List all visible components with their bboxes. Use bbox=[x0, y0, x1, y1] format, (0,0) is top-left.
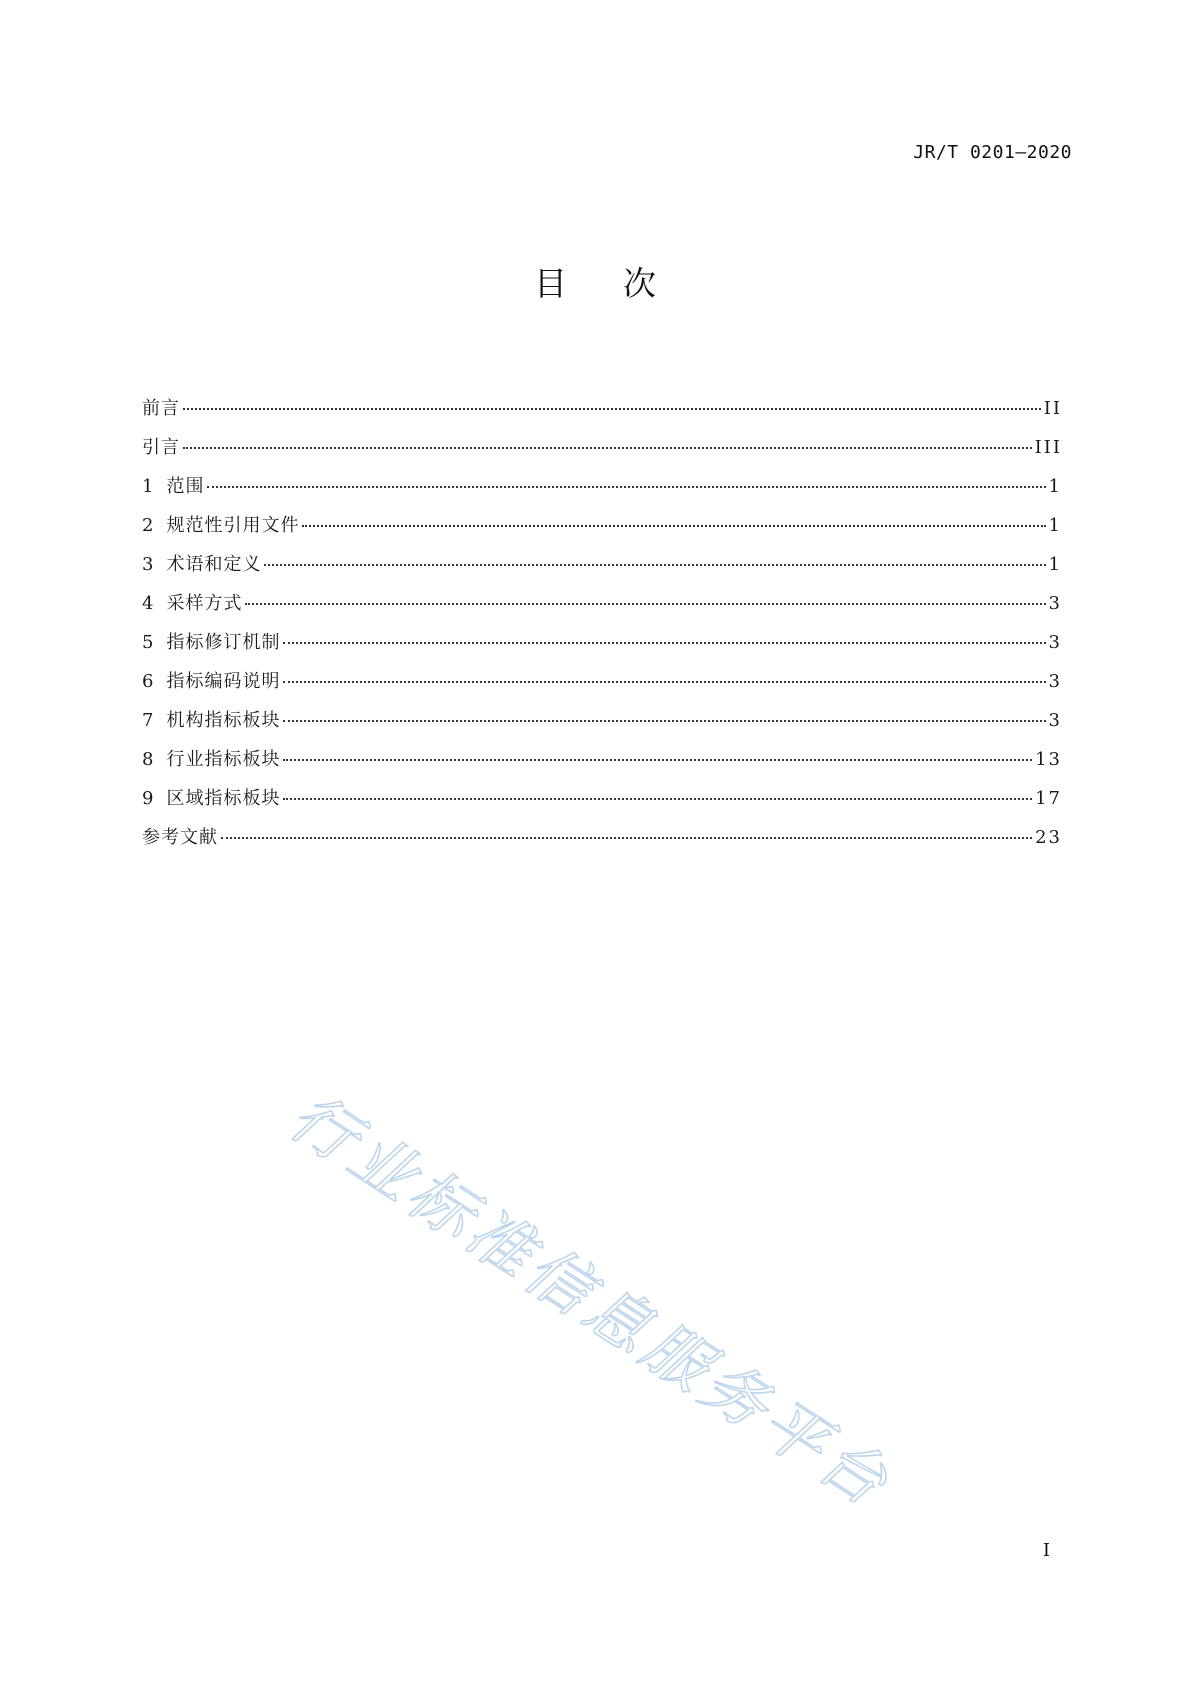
toc-entry-label: 行业指标板块 bbox=[166, 749, 281, 770]
toc-entry-label-wrap bbox=[142, 593, 242, 615]
toc-title-char-1: 目 bbox=[534, 264, 567, 303]
toc-entry-label-wrap bbox=[142, 515, 299, 537]
toc-entry-number: 7 bbox=[142, 710, 155, 731]
toc-leader-dots bbox=[207, 486, 1045, 488]
toc-title bbox=[0, 258, 1190, 305]
toc-entry-2[interactable] bbox=[142, 515, 1062, 554]
toc-entry-label: 指标修订机制 bbox=[166, 632, 281, 653]
toc-entry-label: 采样方式 bbox=[166, 593, 243, 614]
toc-entry-page: 1 bbox=[1048, 476, 1062, 497]
toc-entry-label: 参考文献 bbox=[142, 827, 218, 848]
toc-entry-number: 6 bbox=[142, 671, 155, 692]
toc-entry-page: 3 bbox=[1048, 593, 1062, 614]
toc-entry-8[interactable] bbox=[142, 749, 1062, 788]
toc-entry-page: II bbox=[1043, 398, 1062, 419]
toc-entry-4[interactable] bbox=[142, 593, 1062, 632]
toc-leader-dots bbox=[183, 447, 1032, 449]
toc-entry-3[interactable] bbox=[142, 554, 1062, 593]
toc-entry-label: 引言 bbox=[142, 437, 180, 458]
toc-entry-label: 指标编码说明 bbox=[166, 671, 281, 692]
page-number: I bbox=[1042, 1540, 1050, 1561]
toc-entry-page: 3 bbox=[1048, 632, 1062, 653]
toc-entry-bibliography[interactable] bbox=[142, 827, 1062, 866]
toc-leader-dots bbox=[264, 564, 1045, 566]
toc-entry-page: III bbox=[1034, 437, 1062, 458]
table-of-contents bbox=[142, 398, 1062, 866]
toc-title-char-2: 次 bbox=[623, 264, 656, 303]
toc-entry-7[interactable] bbox=[142, 710, 1062, 749]
toc-entry-page: 1 bbox=[1048, 554, 1062, 575]
toc-entry-page: 13 bbox=[1035, 749, 1062, 770]
toc-entry-number: 9 bbox=[142, 788, 155, 809]
toc-entry-5[interactable] bbox=[142, 632, 1062, 671]
toc-entry-page: 23 bbox=[1035, 827, 1062, 848]
toc-entry-number: 5 bbox=[142, 632, 155, 653]
toc-entry-label: 术语和定义 bbox=[166, 554, 262, 575]
toc-entry-label: 前言 bbox=[142, 398, 180, 419]
toc-entry-1[interactable] bbox=[142, 476, 1062, 515]
toc-entry-number: 2 bbox=[142, 515, 155, 536]
toc-leader-dots bbox=[283, 642, 1045, 644]
toc-entry-6[interactable] bbox=[142, 671, 1062, 710]
toc-entry-label: 区域指标板块 bbox=[166, 788, 281, 809]
toc-entry-number: 8 bbox=[142, 749, 155, 770]
toc-entry-9[interactable] bbox=[142, 788, 1062, 827]
toc-leader-dots bbox=[245, 603, 1045, 605]
toc-entry-label-wrap bbox=[142, 749, 280, 771]
toc-entry-label-wrap bbox=[142, 632, 280, 654]
toc-leader-dots bbox=[283, 720, 1045, 722]
toc-entry-page: 17 bbox=[1035, 788, 1062, 809]
toc-entry-page: 3 bbox=[1048, 710, 1062, 731]
toc-entry-page: 1 bbox=[1048, 515, 1062, 536]
toc-entry-label: 规范性引用文件 bbox=[166, 515, 300, 536]
document-code: JR/T 0201—2020 bbox=[913, 142, 1072, 163]
toc-entry-page: 3 bbox=[1048, 671, 1062, 692]
toc-entry-introduction[interactable] bbox=[142, 437, 1062, 476]
toc-entry-foreword[interactable] bbox=[142, 398, 1062, 437]
toc-entry-label-wrap bbox=[142, 671, 280, 693]
toc-leader-dots bbox=[283, 681, 1045, 683]
toc-entry-label-wrap bbox=[142, 554, 261, 576]
toc-entry-label-wrap bbox=[142, 788, 280, 810]
toc-entry-number: 1 bbox=[142, 476, 155, 497]
toc-entry-label: 机构指标板块 bbox=[166, 710, 281, 731]
toc-entry-number: 3 bbox=[142, 554, 155, 575]
toc-entry-label: 范围 bbox=[166, 476, 205, 497]
toc-leader-dots bbox=[302, 525, 1045, 527]
watermark-text: 行业标准信息服务平台 bbox=[276, 1080, 904, 1524]
toc-entry-label-wrap bbox=[142, 476, 204, 498]
toc-leader-dots bbox=[283, 798, 1032, 800]
toc-leader-dots bbox=[221, 837, 1032, 839]
toc-leader-dots bbox=[283, 759, 1032, 761]
toc-entry-number: 4 bbox=[142, 593, 155, 614]
toc-entry-label-wrap bbox=[142, 710, 280, 732]
toc-leader-dots bbox=[183, 408, 1041, 410]
